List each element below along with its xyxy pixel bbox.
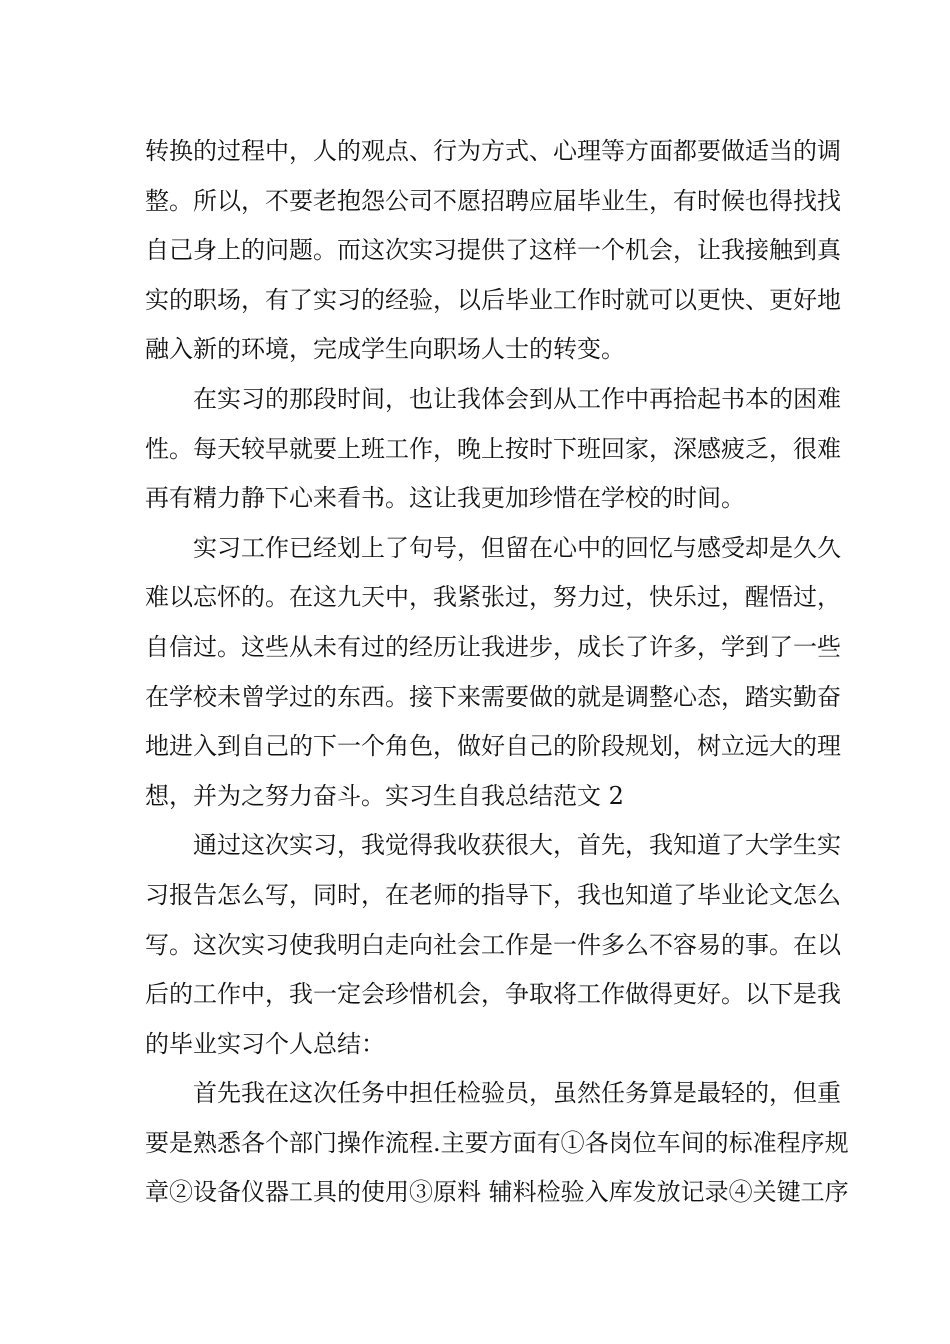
- text-line: 章②设备仪器工具的使用③原料 辅料检验入库发放记录④关键工序: [145, 1178, 849, 1207]
- text-line: 转换的过程中，人的观点、行为方式、心理等方面都要做适当的调: [145, 137, 841, 165]
- text-line: 写。这次实习使我明白走向社会工作是一件多么不容易的事。在以: [145, 930, 841, 959]
- text-line: 难以忘怀的。在这九天中，我紧张过，努力过，快乐过，醒悟过，: [145, 583, 841, 612]
- paragraph: [145, 821, 841, 1069]
- paragraph: [145, 524, 841, 822]
- text-line: 地进入到自己的下一个角色，做好自己的阶段规划，树立远大的理: [145, 732, 841, 761]
- text-line: 首先我在这次任务中担任检验员，虽然任务算是最轻的，但重: [193, 1079, 841, 1108]
- text-line: 想，并为之努力奋斗。实习生自我总结范文 2: [145, 781, 624, 810]
- text-line: 自己身上的问题。而这次实习提供了这样一个机会，让我接触到真: [145, 236, 841, 265]
- text-line: 性。每天较早就要上班工作，晚上按时下班回家，深感疲乏，很难: [145, 434, 841, 463]
- text-line: 后的工作中，我一定会珍惜机会，争取将工作做得更好。以下是我: [145, 980, 841, 1009]
- text-line: 实的职场，有了实习的经验，以后毕业工作时就可以更快、更好地: [145, 285, 841, 314]
- text-line: 再有精力静下心来看书。这让我更加珍惜在学校的时间。: [145, 484, 745, 513]
- text-line: 融入新的环境，完成学生向职场人士的转变。: [145, 335, 625, 364]
- paragraph: [145, 127, 841, 375]
- text-line: 整。所以，不要老抱怨公司不愿招聘应届毕业生，有时候也得找找: [145, 186, 841, 215]
- text-line: 通过这次实习，我觉得我收获很大，首先，我知道了大学生实: [193, 831, 841, 860]
- text-line: 在实习的那段时间，也让我体会到从工作中再拾起书本的困难: [193, 384, 841, 413]
- text-line: 在学校未曾学过的东西。接下来需要做的就是调整心态，踏实勤奋: [145, 682, 841, 711]
- paragraph: [145, 1069, 849, 1218]
- text-line: 要是熟悉各个部门操作流程.主要方面有①各岗位车间的标准程序规: [145, 1128, 849, 1157]
- text-line: 的毕业实习个人总结：: [145, 1029, 385, 1058]
- text-line: 实习工作已经划上了句号，但留在心中的回忆与感受却是久久: [193, 533, 841, 562]
- paragraph: [145, 375, 841, 524]
- text-line: 自信过。这些从未有过的经历让我进步，成长了许多，学到了一些: [145, 632, 841, 661]
- text-line: 习报告怎么写，同时，在老师的指导下，我也知道了毕业论文怎么: [145, 880, 841, 909]
- document-body: [145, 127, 849, 1218]
